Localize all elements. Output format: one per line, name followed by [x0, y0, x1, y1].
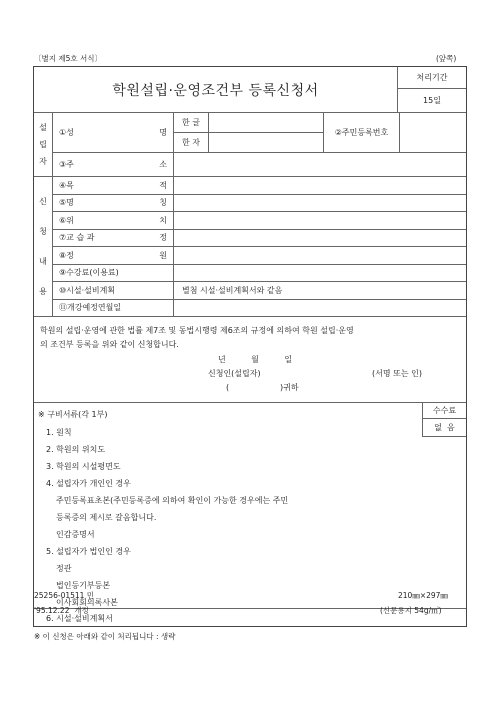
- documents-block: [34, 403, 466, 609]
- capacity-row: ⑧정 원: [53, 247, 466, 265]
- documents-title: ※ 구비서류(각 1부): [38, 410, 108, 419]
- statement-block: [34, 317, 466, 403]
- name-label: ①성 명: [59, 128, 167, 137]
- name-row: ⑤명 칭: [53, 195, 466, 213]
- address-label: ③주 소: [59, 160, 167, 169]
- document-item: 정관: [56, 564, 72, 573]
- facility-value: 별첨 시설·설비계획서와 같음: [182, 285, 283, 295]
- academy-name-field[interactable]: [173, 195, 466, 212]
- paper-size: 210㎜×297㎜: [398, 591, 448, 600]
- facility-row: ⑩시설·설비계획 별첨 시설·설비계획서와 같음: [53, 282, 466, 300]
- statement-line-2: 의 조건부 등록을 위와 같이 신청합니다.: [40, 340, 179, 349]
- applicant-section-label: 설 립 자: [39, 123, 47, 166]
- address-field[interactable]: [173, 153, 466, 176]
- purpose-field[interactable]: [173, 177, 466, 194]
- hanja-name-label: 한 자: [182, 138, 200, 147]
- form-code: 25256-01511 민: [34, 591, 95, 600]
- document-item: 등록증의 제시로 갈음합니다.: [56, 513, 157, 522]
- statement-line-1: 학원의 설립·운영에 관한 법률 제7조 및 동법시행령 제6조의 규정에 의하여 학원 설립·운영: [40, 326, 354, 335]
- page-side: (앞쪽): [436, 54, 457, 63]
- signature-label: (서명 또는 인): [372, 369, 422, 378]
- rrn-label: ②주민등록번호: [323, 113, 399, 152]
- form-number: 〔별지 제5호 서식〕: [34, 54, 103, 63]
- hangul-name-label: 한 글: [182, 118, 200, 127]
- paper-type: (신문용지 54g/㎡): [380, 606, 442, 615]
- purpose-row: ④목 적: [53, 177, 466, 195]
- document-item: 법인등기부등본: [56, 581, 111, 590]
- document-item: 3. 학원의 시설평면도: [46, 462, 121, 471]
- location-row: ⑥위 치: [53, 212, 466, 230]
- location-field[interactable]: [173, 212, 466, 229]
- document-item: 6. 시설·설비계획서: [46, 614, 113, 623]
- content-section-label: 신 청 내 용: [39, 197, 47, 296]
- revision-date: '95.12.22 개정: [34, 606, 89, 615]
- applicant-block: [34, 113, 466, 177]
- form-title: 학원설립·운영조건부 등록신청서: [112, 82, 319, 99]
- course-row: ⑦교 습 과 정: [53, 230, 466, 248]
- hangul-name-field[interactable]: [208, 113, 323, 132]
- document-item: 인감증명서: [56, 530, 95, 539]
- application-form: [33, 66, 467, 627]
- document-item: 5. 설립자가 법인인 경우: [46, 547, 131, 556]
- opening-date-row: ⑪개강예정연월일: [53, 300, 466, 317]
- document-item: 4. 설립자가 개인인 경우: [46, 479, 131, 488]
- document-item: 2. 학원의 위치도: [46, 445, 106, 454]
- tuition-row: ⑨수강료(이용료): [53, 265, 466, 283]
- rrn-field[interactable]: [399, 113, 466, 152]
- hanja-name-field[interactable]: [208, 133, 323, 152]
- document-item: 1. 원칙: [46, 428, 72, 437]
- fee-label: 수수료: [432, 406, 457, 415]
- course-field[interactable]: [173, 230, 466, 247]
- document-item: 이사회회의록사본: [56, 598, 118, 607]
- processing-period-label: 처리기간: [416, 73, 448, 82]
- capacity-field[interactable]: [173, 247, 466, 264]
- fee-box: [422, 403, 466, 437]
- title-row: [34, 67, 466, 113]
- applicant-founder-label: 신청인(설립자): [208, 369, 261, 378]
- processing-period-value: 15일: [423, 96, 441, 105]
- fee-value: 없 음: [434, 423, 455, 432]
- processing-note: ※ 이 신청은 아래와 같이 처리됩니다 : 생략: [34, 632, 176, 641]
- content-block: [34, 177, 466, 317]
- tuition-field[interactable]: [173, 265, 466, 282]
- opening-date-field[interactable]: [173, 300, 466, 317]
- addressee: ( )귀하: [226, 383, 299, 392]
- statement-date: 년 월 일: [218, 355, 293, 364]
- document-item: 주민등록표초본(주민등록증에 의하여 확인이 가능한 경우에는 주민: [56, 496, 289, 505]
- processing-period-box: [397, 67, 466, 112]
- facility-field[interactable]: [173, 282, 466, 299]
